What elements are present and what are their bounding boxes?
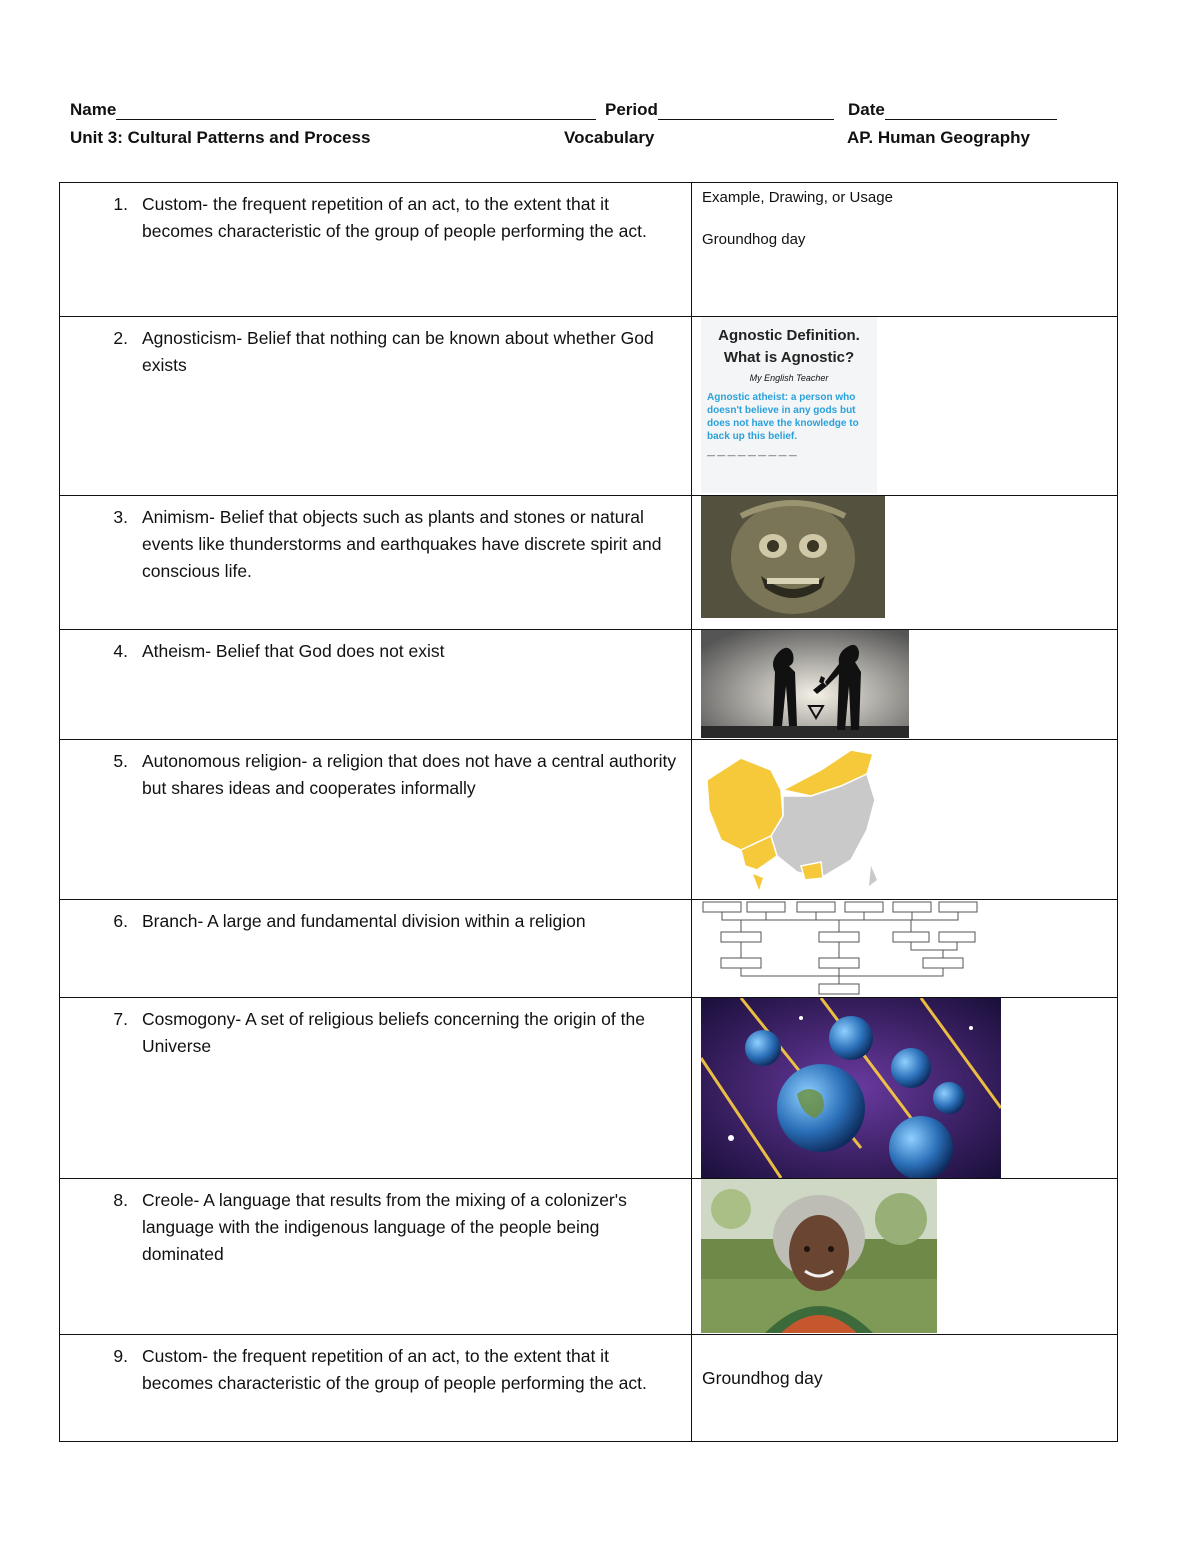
atheism-silhouette-image xyxy=(701,630,909,738)
example-header: Example, Drawing, or Usage xyxy=(702,189,893,206)
table-row xyxy=(60,183,1118,317)
term-number: 7. xyxy=(113,1009,128,1029)
example-cell[interactable] xyxy=(692,630,1118,740)
example-cell[interactable] xyxy=(692,1335,1118,1442)
agnostic-card-title: Agnostic Definition. What is Agnostic? xyxy=(718,327,860,366)
table-row xyxy=(60,496,1118,630)
term-definition: Custom- the frequent repetition of an act, to the extent that it becomes characteristic of the group of people performing the act. xyxy=(142,194,647,241)
term-definition: Atheism- Belief that God does not exist xyxy=(142,641,445,661)
term-definition: Agnosticism- Belief that nothing can be known about whether God exists xyxy=(142,328,654,375)
term-definition: Custom- the frequent repetition of an act, to the extent that it becomes characteristic of the group of people performing the act. xyxy=(142,1346,647,1393)
header-line-1 xyxy=(70,100,1070,128)
table-row xyxy=(60,1179,1118,1335)
table-row xyxy=(60,998,1118,1179)
table-row xyxy=(60,740,1118,900)
agnostic-card-note: — — — — — — — — — xyxy=(707,451,797,460)
vocabulary-table xyxy=(59,182,1118,1442)
term-cell xyxy=(60,740,692,900)
example-cell[interactable] xyxy=(692,317,1118,496)
term-number: 3. xyxy=(113,507,128,527)
term-definition: Autonomous religion- a religion that does not have a central authority but shares ideas and cooperates informally xyxy=(142,751,677,798)
term-cell xyxy=(60,1179,692,1335)
term-number: 9. xyxy=(113,1346,128,1366)
name-field[interactable]: Name xyxy=(70,100,596,120)
term-definition: Cosmogony- A set of religious beliefs concerning the origin of the Universe xyxy=(142,1009,645,1056)
header-line-2 xyxy=(70,128,1070,156)
example-cell[interactable] xyxy=(692,1179,1118,1335)
term-cell xyxy=(60,183,692,317)
example-cell[interactable] xyxy=(692,183,1118,317)
religion-branch-diagram-image xyxy=(701,900,981,996)
unit-title: Unit 3: Cultural Patterns and Process xyxy=(70,128,371,147)
example-cell[interactable] xyxy=(692,496,1118,630)
animism-stone-carving-image xyxy=(701,496,885,618)
worksheet-type: Vocabulary xyxy=(564,128,655,147)
term-number: 1. xyxy=(113,194,128,214)
term-cell xyxy=(60,630,692,740)
table-row xyxy=(60,1335,1118,1442)
term-cell xyxy=(60,1335,692,1442)
example-text: Groundhog day xyxy=(702,1368,823,1388)
term-number: 5. xyxy=(113,751,128,771)
term-cell xyxy=(60,998,692,1179)
example-text: Groundhog day xyxy=(702,231,806,248)
agnostic-card-brand: My English Teacher xyxy=(749,373,829,383)
term-cell xyxy=(60,317,692,496)
term-number: 8. xyxy=(113,1190,128,1210)
example-cell[interactable] xyxy=(692,998,1118,1179)
worksheet-header xyxy=(70,100,1070,156)
term-definition: Branch- A large and fundamental division within a religion xyxy=(142,911,586,931)
table-row xyxy=(60,630,1118,740)
term-definition: Animism- Belief that objects such as plants and stones or natural events like thunderstorms and earthquakes have discrete spirit and conscious life. xyxy=(142,507,662,581)
term-number: 2. xyxy=(113,328,128,348)
term-number: 4. xyxy=(113,641,128,661)
example-cell[interactable] xyxy=(692,740,1118,900)
period-field[interactable]: Period xyxy=(605,100,834,120)
cosmogony-planets-image xyxy=(701,998,1001,1178)
agnostic-card-definition: Agnostic atheist: a person who doesn't believe in any gods but does not have the knowledge to back up this belief. xyxy=(707,392,859,442)
term-cell xyxy=(60,900,692,998)
creole-woman-portrait-image xyxy=(701,1179,937,1333)
table-row xyxy=(60,900,1118,998)
example-cell[interactable] xyxy=(692,900,1118,998)
agnostic-definition-image xyxy=(701,317,877,493)
term-definition: Creole- A language that results from the mixing of a colonizer's language with the indigenous language of the people being dominated xyxy=(142,1190,627,1264)
date-field[interactable]: Date xyxy=(848,100,1057,120)
course-name: AP. Human Geography xyxy=(847,128,1030,147)
term-cell xyxy=(60,496,692,630)
china-map-image xyxy=(701,740,897,896)
term-number: 6. xyxy=(113,911,128,931)
table-row xyxy=(60,317,1118,496)
